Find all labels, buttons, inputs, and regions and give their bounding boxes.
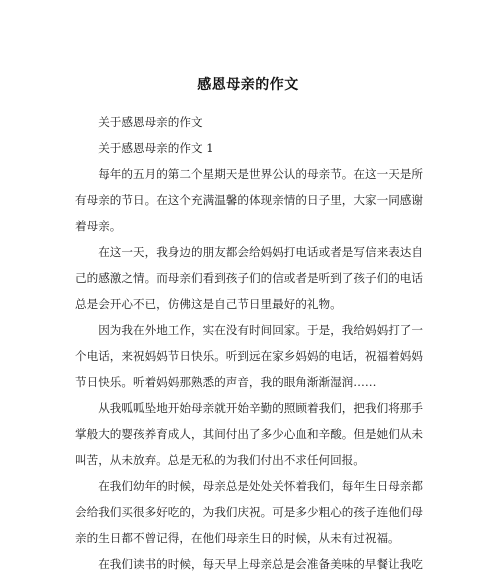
paragraph-5: 在我们幼年的时候，母亲总是处处关怀着我们，每年生日母亲都会给我们买很多好吃的，为我们庆祝。可是多少粗心的孩子连他们母亲的生日都不曾记得，在他们母亲生日的时候，从未有过祝福。 [75, 479, 423, 545]
paragraph-4: 从我呱呱坠地开始母亲就开始辛勤的照顾着我们，把我们将那手掌般大的婴孩养育成人，其间付出了多少心血和辛酸。但是她们从未叫苦，从未放弃。总是无私的为我们付出不求任何回报。 [75, 401, 423, 467]
document-subtitle: 关于感恩母亲的作文 [98, 115, 203, 129]
paragraph-3: 因为我在外地工作，实在没有时间回家。于是，我给妈妈打了一个电话，来祝妈妈节日快乐。听到远在家乡妈妈的电话，祝福着妈妈节日快乐。听着妈妈那熟悉的声音，我的眼角渐渐湿润…… [75, 323, 423, 389]
section-heading: 关于感恩母亲的作文 1 [98, 141, 214, 155]
paragraph-6: 在我们读书的时候，每天早上母亲总是会准备美味的早餐让我吃 [98, 557, 423, 571]
document-title: 感恩母亲的作文 [197, 77, 299, 93]
paragraph-1: 每年的五月的第二个星期天是世界公认的母亲节。在这一天是所有母亲的节日。在这个充满温馨的体现亲情的日子里，大家一同感谢着母亲。 [75, 167, 423, 233]
document-body [75, 109, 423, 577]
paragraph-2: 在这一天，我身边的朋友都会给妈妈打电话或者是写信来表达自己的感激之情。而母亲们看到孩子们的信或者是听到了孩子们的电话总是会开心不已，仿佛这是自己节日里最好的礼物。 [75, 245, 423, 311]
